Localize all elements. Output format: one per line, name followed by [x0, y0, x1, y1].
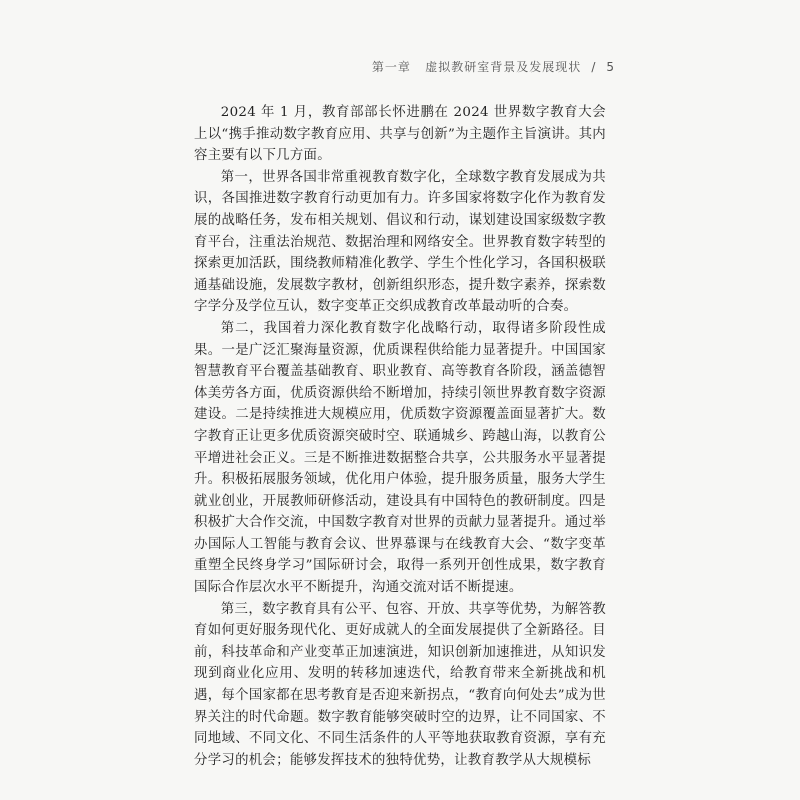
chapter-label: 第一章: [371, 60, 411, 74]
paragraph-first: 第一，世界各国非常重视教育数字化，全球数字教育发展成为共识，各国推进数字教育行动更加有力。许多国家将数字化作为教育发展的战略任务，发布相关规划、倡议和行动，谋划建设国家级数字教育平台，注重法治规范、数据治理和网络安全。世界教育数字转型的探索更加活跃，围绕教师精准化教学、学生个性化学习，各国积极联通基础设施，发展数字教材，创新组织形态，提升数字素养，探索数字学分及学位互认，数字变革正交织成教育改革最动听的合奏。: [194, 169, 606, 315]
chapter-title: 虚拟教研室背景及发展现状: [425, 60, 582, 74]
body-text: [194, 102, 606, 771]
header-separator: /: [591, 60, 597, 74]
paragraph-second: 第二，我国着力深化教育数字化战略行动，取得诸多阶段性成果。一是广泛汇聚海量资源，优质课程供给能力显著提升。中国国家智慧教育平台覆盖基础教育、职业教育、高等教育各阶段，涵盖德智体美劳各方面，优质资源供给不断增加，持续引领世界教育数字资源建设。二是持续推进大规模应用，优质数字资源覆盖面显著扩大。数字教育正让更多优质资源突破时空、联通城乡、跨越山海，以教育公平增进社会正义。三是不断推进数据整合共享，公共服务水平显著提升。积极拓展服务领域，优化用户体验，提升服务质量，服务大学生就业创业，开展教师研修活动，建设具有中国特色的教研制度。四是积极扩大合作交流，中国数字教育对世界的贡献力显著提升。通过举办国际人工智能与教育会议、世界慕课与在线教育大会、“数字变革重塑全民终身学习”国际研讨会，取得一系列开创性成果，数字教育国际合作层次水平不断提升，沟通交流对话不断提速。: [194, 320, 606, 596]
page-number: 5: [606, 60, 615, 74]
paragraph-third: 第三，数字教育具有公平、包容、开放、共享等优势，为解答教育如何更好服务现代化、更好成就人的全面发展提供了全新路径。目前，科技革命和产业变革正加速演进，知识创新加速推进，从知识发现到商业化应用、发明的转移加速迭代，给教育带来全新挑战和机遇，每个国家都在思考教育是否迎来新拐点，“教育向何处去”成为世界关注的时代命题。数字教育能够突破时空的边界，让不同国家、不同地域、不同文化、不同生活条件的人平等地获取教育资源，享有充分学习的机会；能够发挥技术的独特优势，让教育教学从大规模标: [194, 601, 606, 768]
running-header: [372, 58, 615, 75]
paragraph-intro: 2024 年 1 月，教育部部长怀进鹏在 2024 世界数字教育大会上以“携手推动数字教育应用、共享与创新”为主题作主旨演讲。其内容主要有以下几方面。: [194, 105, 606, 164]
